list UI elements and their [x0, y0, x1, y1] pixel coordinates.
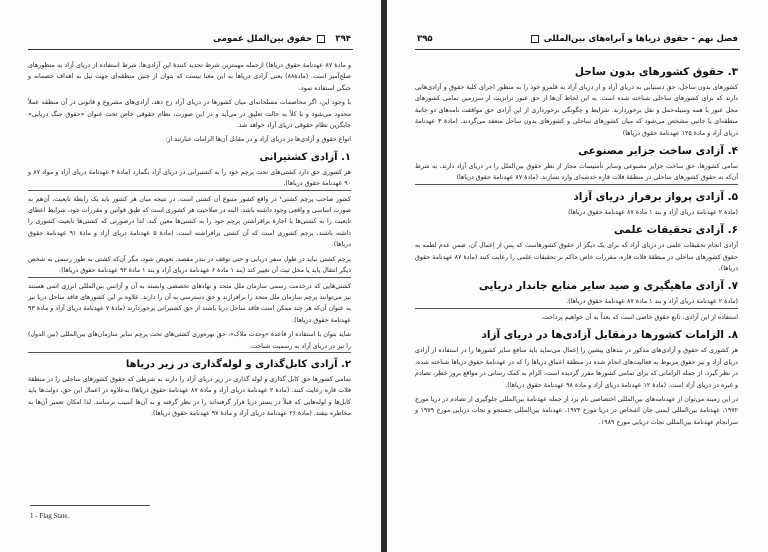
paragraph: کشتی‌هایی که درخدمت رسمی سازمان ملل متحد و نهادهای تخصصی وابسته به آن و آژانس بین‌المللی انرژی اتمی هستند نیز می‌توانند پرچم سازمان ملل متحد را برافرازند و حق دسترسی به آن را دارند. علاوه بر این کشورهای فاقد ساحل دریا نیز به عنوان آن‌که هر چند ممکن است فاقد ساحل دریا باشند از حق کشتیرانی برخوردارند (مادۀ ۷ عهدنامۀ دریای آزاد و مادۀ ۹۳ عهدنامۀ حقوق دریاها).	[28, 282, 351, 324]
left-page-header	[30, 34, 351, 48]
paragraph: تمامی کشورها حق کابل گذاری و لوله گذاری در زیر دریای آزاد را دارند به شرطی که حقوق کشورهای ساحلی را در منطقۀ فلات قاره رعایت کنند. (مادۀ ۲ عهدنامۀ دریای آزاد و مادۀ ۸۷ عهدنامۀ حقوق دریاها) به‌علاوه در اعمال این حق، دولت‌ها باید کابل‌ها و لوله‌هایی که قبلاً در بستر دریا قرار گرفته‌اند را در نظر گرفته و به آن‌ها آسیب نرسانند. لذا امکان تعمیر آن‌ها به مخاطره نیفتد. (مادۀ ۲۶ عهدنامۀ دریای آزاد و مادۀ ۹۷ عهدنامۀ حقوق دریاها).	[28, 375, 351, 418]
paragraph: تمامی کشورها، حق ساخت جزایر مصنوعی وسایر تأسیسات مجاز از نظر حقوق بین‌الملل را در دریای آزاد دارند، به شرط آن‌که به حقوق کشورهای ساحلی در منطقۀ فلات قاره خدشه‌ای وارد نسازند. (مادۀ ۸۷ عهدنامۀ حقوق دریاها)	[415, 161, 738, 185]
section-heading: ۲. آزادی کابل‌گذاری و لوله‌گذاری در زیر دریاها	[125, 358, 351, 370]
section-heading: ۶. آزادی تحقیقات علمی	[613, 224, 738, 237]
section-heading: ۳. حقوق کشورهای بدون ساحل	[574, 66, 738, 78]
section-heading: ۷. آزادی ماهیگیری و صید سایر منابع جاندار دریایی	[478, 280, 738, 293]
paragraph: در این زمینه می‌توان از عهدنامه‌های بین‌المللی اختصاصی نام برد از جمله عهدنامۀ بین‌المللی جلوگیری از تصادم در دریا مورخ ۱۹۷۲، عهدنامۀ بین‌المللی ایمنی جان اشخاص در دریا مورخ ۱۹۷۴، عهدنامۀ بین‌المللی جستجو و نجات دریایی مورخ ۱۹۷۹ و سرانجام عهدنامۀ بین‌المللی نجات دریایی مورخ ۱۹۸۹.	[415, 395, 739, 426]
right-page-header	[417, 34, 738, 48]
section-heading: ۱. آزادی کشتیرانی	[259, 151, 351, 163]
paragraph: انواع حقوق و آزادی‌ها در دریای آزاد و در مقابل آن‌ها الزامات عبارتند از:	[165, 136, 351, 144]
square-ornament-icon	[531, 35, 539, 43]
paragraph: با وجود این، اگر مخاصمات مسلحانه‌ای میان کشورها در دریای آزاد رخ دهد، آزادی‌های مشروع و قانونی در آن منطقه عملاً محدود می‌شود و یا کلاً به حالت تعلیق در می‌آید و در این صورت، نظام حقوقی خاص تحت عنوان «حقوق جنگ دریایی» جایگزین نظام حقوقی دریای آزاد خواهد شد.	[28, 99, 351, 130]
page-number: ۳۹۵	[417, 34, 433, 44]
header-rule	[415, 49, 740, 50]
paragraph: (مادۀ ۲ عهدنامۀ دریای آزاد و بند ۱ مادۀ ۸۷ عهدنامۀ حقوق دریاها).	[415, 296, 738, 308]
right-page	[387, 0, 768, 552]
square-ornament-icon	[317, 35, 325, 43]
paragraph: پرچم کشتی نباید در طول سفر دریایی و حتی توقف در بندر مقصد، تعویض شود، مگر آن‌که کشتی به طور رسمی به شخص دیگر انتقال یابد یا محل ثبت آن تغییر کند (بند ۱ مادۀ ۶ عهدنامۀ دریای آزاد و بند ۱ مادۀ ۹۲ عهدنامۀ حقوق دریاها).	[28, 254, 351, 278]
paragraph: شاید بتوان با استفاده از قاعدۀ «وحدت ملاک»، حق بهره‌وری کشتی‌های تحت پرچم سایر سازمان‌های بین‌المللی (بین الدول) را نیز در دریای آزاد به رسمیت شناخت.	[28, 329, 351, 353]
paragraph: کشور صاحب پرچم کشتی¹ در واقع کشور متبوع آن کشتی است. در نتیجه میان هر کشور باید یک رابطۀ تابعیت، آن‌هم به صورت اساسی و واقعی وجود داشته باشد. البته در صلاحیت هر کشوری است که طبق قوانین و مقررات خود، شرایط اعطای تابعیت را به کشتی‌ها یا اجازۀ برافراشتن پرچم خود را به کشتی‌ها معین کند. لذا درصورتی که کشتی‌ها تابعیت کشوری را داشته باشند، پرچم کشوری است که آن کشتی برافراشته است. (مادۀ ۵ عهدنامۀ دریای آزاد و مادۀ ۹۱ عهدنامۀ حقوق دریاها).	[28, 195, 351, 249]
running-title: فصل نهم - حقوق دریاها و آبراه‌های بین‌المللی	[529, 34, 738, 44]
left-page-body	[28, 60, 351, 532]
section-heading: ۴. آزادی ساخت جزایر مصنوعی	[578, 145, 738, 158]
section-heading: ۸. الزامات کشورها درمقابل آزادی‌ها در دریای آزاد	[481, 329, 738, 342]
paragraph: استفاده از این آزادی، تابع حقوق خاصی است که بعداً به آن خواهیم پرداخت.	[540, 313, 738, 321]
header-rule	[28, 49, 353, 50]
footnote-rule	[30, 505, 150, 506]
paragraph: هر کشوری حق دارد کشتی‌های تحت پرچم خود را به کشتیرانی در دریای آزاد بگمارد (مادۀ ۴ عهدنامۀ دریای آزاد و مواد ۸۷ و ۹۰ عهدنامۀ حقوق دریاها).	[28, 167, 351, 191]
footnote: 1 - Flag State.	[30, 512, 70, 520]
section-heading: ۵. آزادی پرواز برفراز دریای آزاد	[573, 190, 738, 203]
paragraph: هر کشوری که حقوق و آزادی‌های مذکور در بندهای پیشین را اِعمال می‌نماید باید منافع سایر کشورها را در استفاده از آزادی دریای آزاد و نیز حقوق مربوط به فعالیت‌های انجام شده در منطقۀ اعماق دریاها را که در عهدنامۀ حقوق دریاها شناخته شده، در نظر گیرد. از جمله الزاماتی که برای تمامی کشورها مقرر گردیده است، الزام به کمک رسانی در مواقع بروز خطر، تصادم و غیره در دریای آزاد است. (مادۀ ۱۲ عهدنامۀ دریای آزاد و مادۀ ۹۸ عهدنامۀ حقوق دریاها).	[415, 347, 738, 389]
paragraph: و مادۀ ۸۷ عهدنامۀ حقوق دریاها) ازجمله مهمترین شرط تحدید کنندۀ این آزادی‌ها، شرط استفاده از دریای آزاد به منظورهای صلح‌آمیز است. (مادۀ۸۸) یعنی آزادی دریاها به این معنا نیست که بتوان از چنین منطقه‌ای جهت نیل به اهداف خصمانه و جنگی استفاده نمود.	[28, 62, 351, 92]
paragraph: آزادی انجام تحقیقات علمی در دریای آزاد که برای یک دیگر از حقوق کشورهاست که پس از اِعمال آن، ضمن عدم لطمه به حقوق کشورهای ساحلی در منطقۀ فلات قاره، مقررات خاص حاکم بر تحقیقات علمی را رعایت کنند (مادۀ ۸۷ عهدنامۀ حقوق دریاها).	[415, 242, 738, 273]
running-title: حقوق بین‌الملل عمومی	[213, 34, 327, 44]
right-page-body	[415, 60, 738, 532]
page-number: ۳۹۴	[335, 34, 351, 44]
left-page	[0, 0, 381, 552]
paragraph: کشورهای بدون ساحل، حق دستیابی به دریای آزاد و از دریای آزاد به قلمرو خود را به منظور اجرای کلیۀ حقوق و آزادی‌هایی دارند که برای کشورهای ساحلی شناخته شده است. به این لحاظ آن‌ها از حق عبور ترانزیت از سرزمین تمامی کشورهای محل عبور با همه وسیله‌حمل و نقل برخوردارند. شرایط و چگونگی برخورداری از این آزادی حق موافقت نامه‌های دو جانبۀ منطقه‌ای یا جانبی مشخص می‌شود که میان کشورهای ساحلی و کشورهای بدون ساحل منعقد می‌گردند. (مادۀ ۳ عهدنامۀ دریای آزاد و مادۀ ۱۲۵ عهدنامۀ حقوق دریاها)	[415, 84, 738, 137]
paragraph: (مادۀ ۲ عهدنامۀ دریای آزاد و بند ۱ مادۀ ۸۷ عهدنامۀ حقوق دریاها)	[568, 208, 738, 216]
